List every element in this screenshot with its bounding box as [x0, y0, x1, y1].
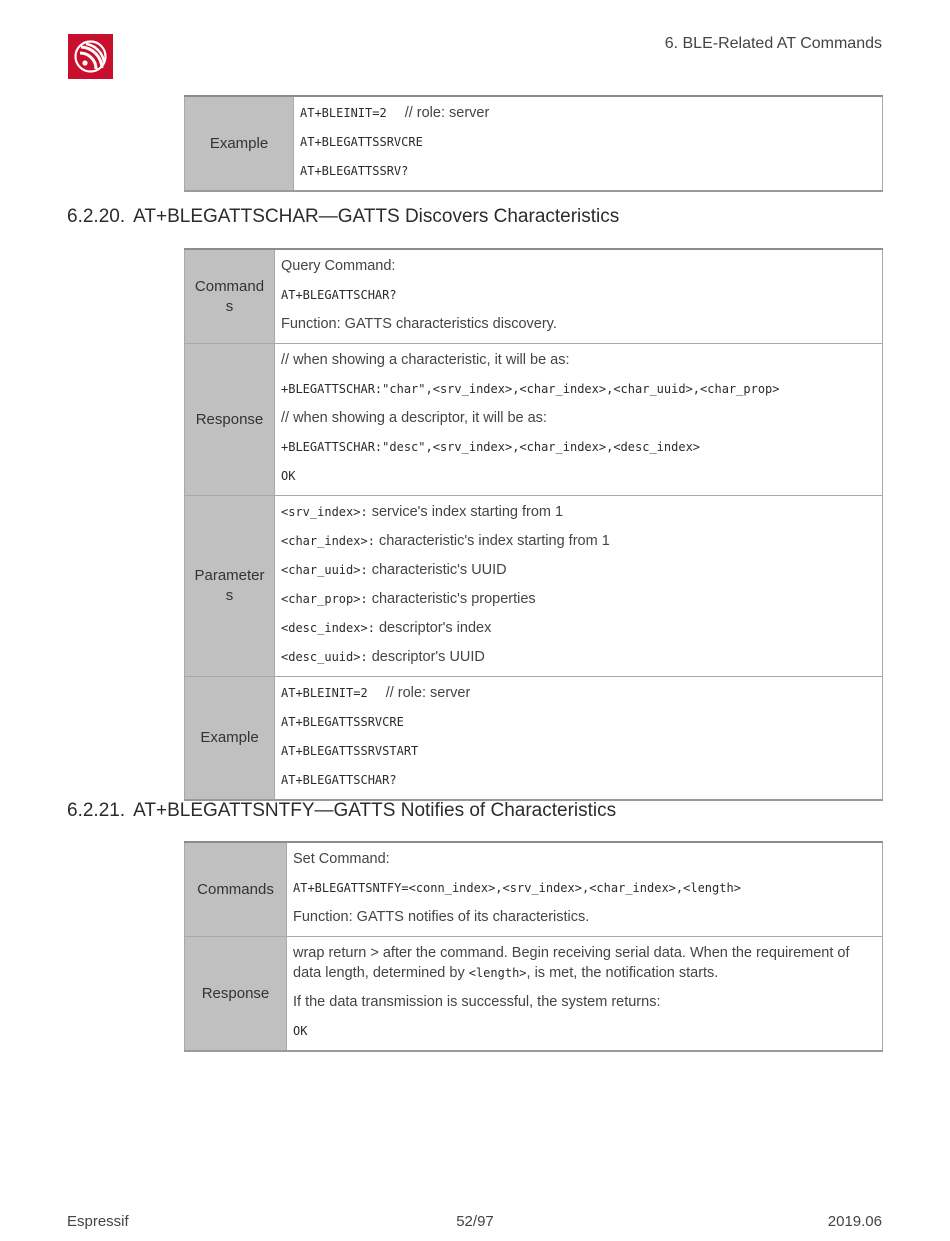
- table-row: [185, 842, 883, 937]
- commands-content: [275, 249, 883, 344]
- response-success-text: If the data transmission is successful, the system returns:: [293, 994, 661, 1010]
- example-line: AT+BLEINIT=2 // role: server: [300, 105, 490, 121]
- table-row: [185, 344, 883, 496]
- table-row: [185, 677, 883, 801]
- command-table-bleGATTSNTFY: [184, 841, 883, 1052]
- footer-company: Espressif: [67, 1213, 129, 1230]
- query-command-label: Query Command:: [281, 258, 396, 274]
- example-line: AT+BLEGATTSSRVSTART: [281, 744, 419, 758]
- query-command: AT+BLEGATTSCHAR?: [281, 288, 397, 302]
- row-label-commands: Commands: [185, 842, 287, 937]
- response-note: // when showing a descriptor, it will be as:: [281, 410, 547, 426]
- response-format: +BLEGATTSCHAR:"desc",<srv_index>,<char_index>,<desc_index>: [281, 440, 701, 454]
- set-command: AT+BLEGATTSNTFY=<conn_index>,<srv_index>,<char_index>,<length>: [293, 881, 741, 895]
- commands-content: [287, 842, 883, 937]
- response-ok: OK: [293, 1024, 308, 1038]
- example-line: AT+BLEGATTSSRVCRE: [281, 715, 404, 729]
- response-description: wrap return > after the command. Begin receiving serial data. When the requirement of data length, determined by <length>, is met, the notification starts.: [293, 945, 850, 981]
- label-line: s: [225, 297, 234, 315]
- footer-page-number: 52/97: [456, 1213, 494, 1230]
- footer-date: 2019.06: [827, 1213, 882, 1230]
- table-row: [185, 249, 883, 344]
- parameter-item: <char_prop>: characteristic's properties: [281, 591, 536, 607]
- response-content: [287, 937, 883, 1052]
- section-heading-6-2-21: 6.2.21. AT+BLEGATTSNTFY—GATTS Notifies of Characteristics: [67, 800, 617, 821]
- example-line: AT+BLEGATTSSRVCRE: [300, 135, 423, 149]
- row-label-example: Example: [185, 677, 275, 801]
- table-row: [185, 96, 883, 191]
- response-ok: OK: [281, 469, 296, 483]
- section-heading-6-2-20: 6.2.20. AT+BLEGATTSCHAR—GATTS Discovers Characteristics: [67, 206, 620, 227]
- parameter-item: <char_index>: characteristic's index starting from 1: [281, 533, 610, 549]
- table-row: [185, 937, 883, 1052]
- header-section-title: 6. BLE-Related AT Commands: [664, 35, 882, 52]
- label-line: Parameter: [194, 567, 265, 584]
- table-row: [185, 496, 883, 677]
- example-content: [294, 96, 883, 191]
- parameter-item: <desc_index>: descriptor's index: [281, 620, 492, 636]
- response-content: [275, 344, 883, 496]
- example-content: [275, 677, 883, 801]
- row-label-parameters: [185, 496, 275, 677]
- function-text: Function: GATTS characteristics discovery.: [281, 316, 557, 332]
- parameter-item: <srv_index>: service's index starting from 1: [281, 504, 564, 520]
- example-line: AT+BLEINIT=2 // role: server: [281, 685, 471, 701]
- label-line: s: [225, 587, 234, 604]
- response-note: // when showing a characteristic, it will be as:: [281, 352, 570, 368]
- parameter-item: <desc_uuid>: descriptor's UUID: [281, 649, 485, 665]
- row-label-commands: [185, 249, 275, 344]
- example-line: AT+BLEGATTSSRV?: [300, 164, 409, 178]
- label-line: Command: [194, 277, 265, 295]
- response-format: +BLEGATTSCHAR:"char",<srv_index>,<char_index>,<char_uuid>,<char_prop>: [281, 382, 780, 396]
- parameter-item: <char_uuid>: characteristic's UUID: [281, 562, 507, 578]
- espressif-logo-icon: [68, 34, 113, 79]
- function-text: Function: GATTS notifies of its characteristics.: [293, 909, 590, 925]
- command-table-bleGATTSCHAR: [184, 248, 883, 801]
- example-line: AT+BLEGATTSCHAR?: [281, 773, 397, 787]
- set-command-label: Set Command:: [293, 851, 390, 867]
- row-label-example: Example: [185, 96, 294, 191]
- row-label-response: Response: [185, 937, 287, 1052]
- parameters-content: [275, 496, 883, 677]
- row-label-response: Response: [185, 344, 275, 496]
- example-table-top: [184, 95, 883, 192]
